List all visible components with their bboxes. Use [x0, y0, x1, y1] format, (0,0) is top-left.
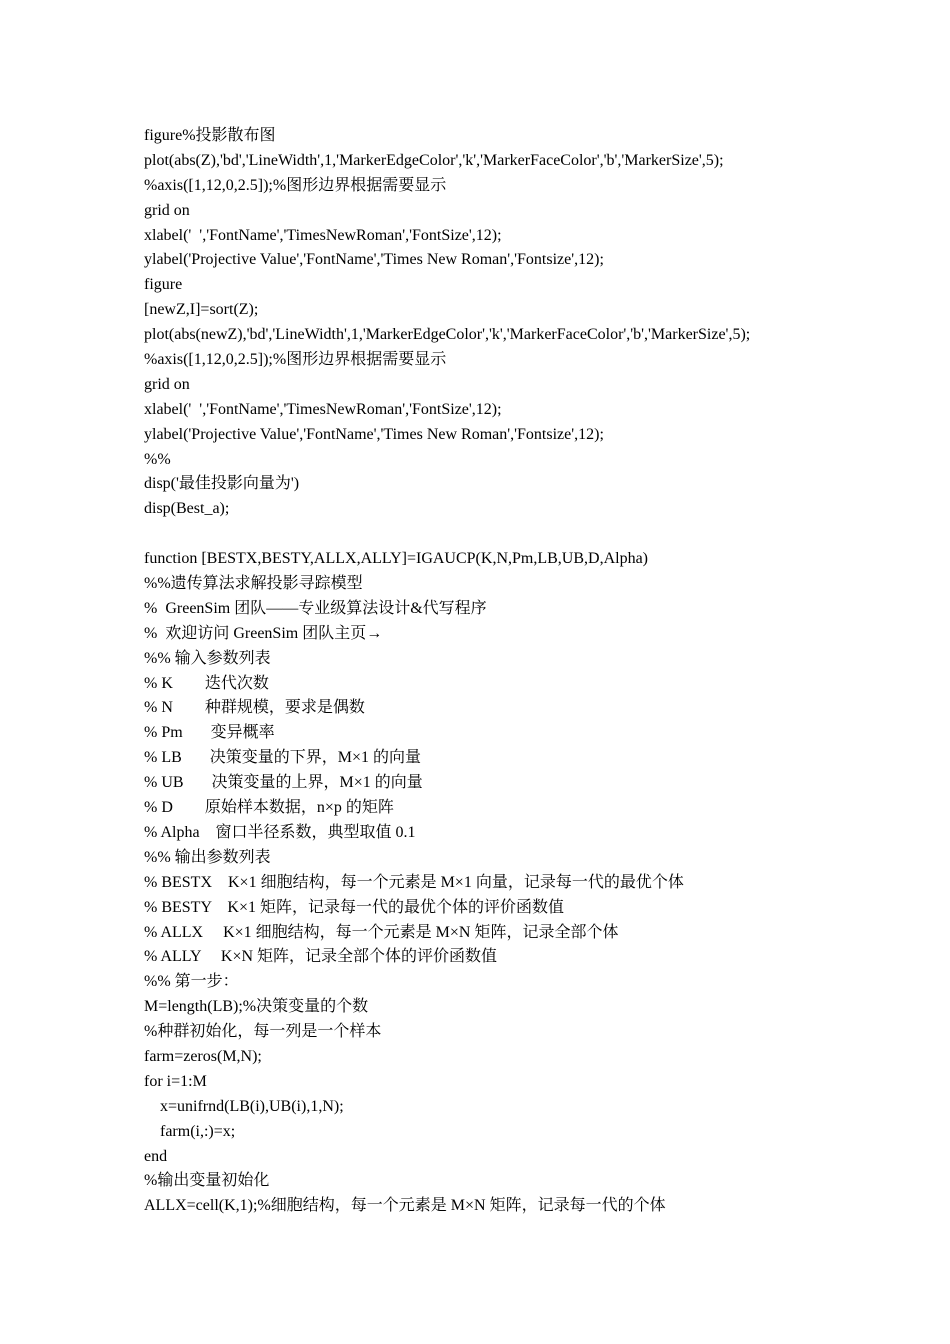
- code-line: % BESTY K×1 矩阵，记录每一代的最优个体的评价函数值: [144, 898, 564, 916]
- code-line: % D 原始样本数据，n×p 的矩阵: [144, 799, 394, 817]
- code-line: grid on: [144, 375, 190, 393]
- code-line: % LB 决策变量的下界，M×1 的向量: [144, 749, 422, 767]
- code-line: %axis([1,12,0,2.5]);%图形边界根据需要显示: [144, 351, 447, 369]
- code-line: % BESTX K×1 细胞结构，每一个元素是 M×1 向量，记录每一代的最优个体: [144, 873, 684, 891]
- code-line: M=length(LB);%决策变量的个数: [144, 998, 369, 1016]
- code-line: ylabel('Projective Value','FontName','Times New Roman','Fontsize',12);: [144, 251, 604, 269]
- code-line: [newZ,I]=sort(Z);: [144, 301, 259, 319]
- code-line: xlabel(' ','FontName','TimesNewRoman','FontSize',12);: [144, 226, 502, 244]
- code-line: for i=1:M: [144, 1072, 207, 1090]
- blank-line: [144, 522, 924, 547]
- code-line: % Pm 变异概率: [144, 724, 275, 742]
- code-line: figure: [144, 276, 183, 294]
- code-line: %axis([1,12,0,2.5]);%图形边界根据需要显示: [144, 176, 447, 194]
- code-line: end: [144, 1147, 168, 1165]
- code-line: %% 输入参数列表: [144, 649, 271, 667]
- code-line: disp('最佳投影向量为'): [144, 475, 300, 493]
- code-line: % K 迭代次数: [144, 674, 269, 692]
- code-line: plot(abs(newZ),'bd','LineWidth',1,'MarkerEdgeColor','k','MarkerFaceColor','b','MarkerSize',5);: [144, 326, 751, 344]
- code-line: %% 第一步：: [144, 973, 239, 991]
- code-line: disp(Best_a);: [144, 500, 230, 518]
- code-line: % Alpha 窗口半径系数，典型取值 0.1: [144, 823, 416, 841]
- code-line: ALLX=cell(K,1);%细胞结构，每一个元素是 M×N 矩阵，记录每一代的个体: [144, 1197, 666, 1215]
- code-line: %种群初始化，每一列是一个样本: [144, 1023, 382, 1041]
- code-line: x=unifrnd(LB(i),UB(i),1,N);: [144, 1097, 344, 1115]
- code-line: function [BESTX,BESTY,ALLX,ALLY]=IGAUCP(K,N,Pm,LB,UB,D,Alpha): [144, 550, 648, 568]
- code-line: ylabel('Projective Value','FontName','Times New Roman','Fontsize',12);: [144, 425, 604, 443]
- code-line: % N 种群规模，要求是偶数: [144, 699, 365, 717]
- code-line: %%: [144, 450, 171, 468]
- code-line: % ALLY K×N 矩阵，记录全部个体的评价函数值: [144, 948, 498, 966]
- code-line: farm(i,:)=x;: [144, 1122, 236, 1140]
- code-line: % 欢迎访问 GreenSim 团队主页→: [144, 624, 383, 642]
- code-line: %输出变量初始化: [144, 1172, 270, 1190]
- code-line: xlabel(' ','FontName','TimesNewRoman','FontSize',12);: [144, 400, 502, 418]
- code-line: plot(abs(Z),'bd','LineWidth',1,'MarkerEdgeColor','k','MarkerFaceColor','b','MarkerSize',5);: [144, 151, 724, 169]
- code-listing: [144, 124, 924, 1219]
- code-line: figure%投影散布图: [144, 127, 276, 144]
- code-line: % GreenSim 团队——专业级算法设计&代写程序: [144, 599, 487, 617]
- code-line: %%遗传算法求解投影寻踪模型: [144, 575, 363, 593]
- code-line: % ALLX K×1 细胞结构，每一个元素是 M×N 矩阵，记录全部个体: [144, 923, 619, 941]
- code-line: %% 输出参数列表: [144, 848, 271, 866]
- code-line: farm=zeros(M,N);: [144, 1047, 262, 1065]
- code-line: grid on: [144, 201, 190, 219]
- code-line: % UB 决策变量的上界，M×1 的向量: [144, 774, 423, 792]
